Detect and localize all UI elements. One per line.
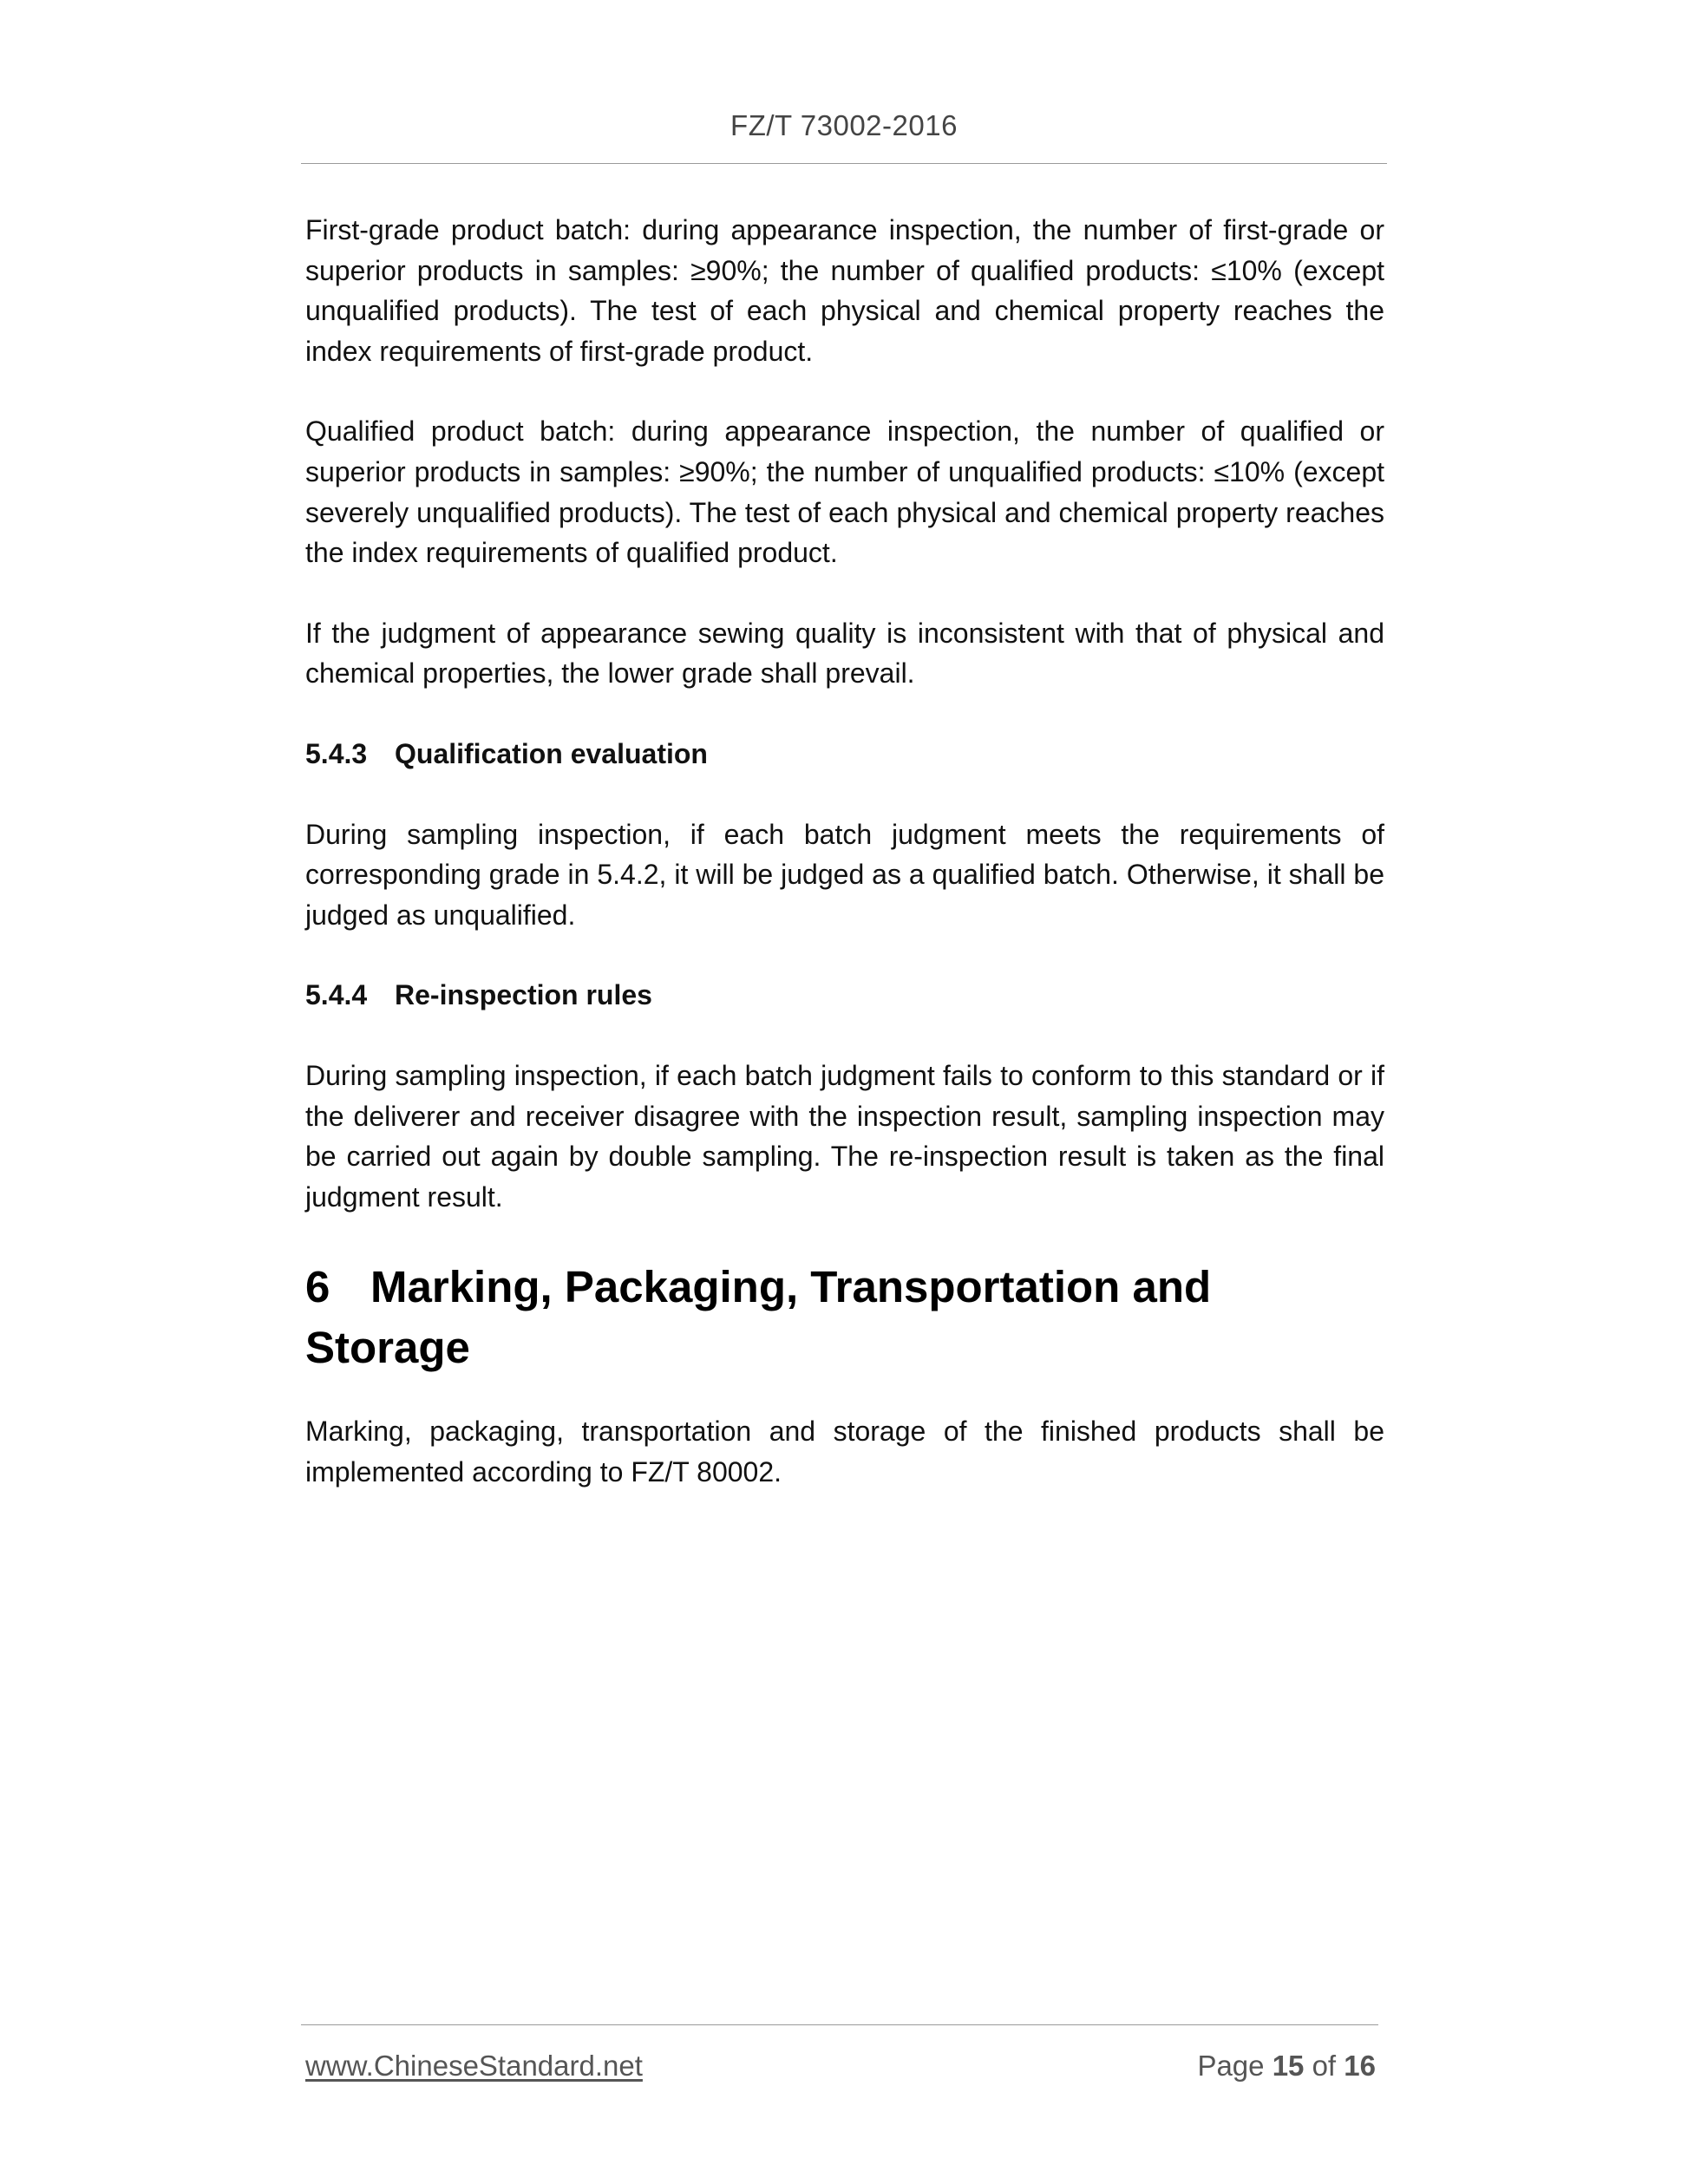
page-content (305, 210, 1384, 1532)
subsection-number: 5.4.4 (305, 979, 368, 1011)
section-number: 6 (305, 1262, 330, 1312)
website-link[interactable]: www.ChineseStandard.net (305, 2050, 643, 2082)
footer-divider (301, 2024, 1378, 2025)
section-title: Marking, Packaging, Transportation and Storage (305, 1262, 1212, 1373)
paragraph-marking-packaging: Marking, packaging, transportation and storage of the finished products shall be implemented according to FZ/T 80002. (305, 1416, 1384, 1488)
total-page-count: 16 (1344, 2050, 1376, 2082)
of-label: of (1312, 2050, 1337, 2082)
paragraph-first-grade-batch: First-grade product batch: during appearance inspection, the number of first-grade or superior products in samples: ≥90%; the number of qualified products: ≤10% (except unqualified products). The test of each physical and chemical property reaches the index requirements of first-grade product. (305, 214, 1384, 367)
header-divider (301, 163, 1387, 164)
paragraph-lower-grade-prevails: If the judgment of appearance sewing quality is inconsistent with that of physical and chemical properties, the lower grade shall prevail. (305, 617, 1384, 690)
subsection-title: Re-inspection rules (395, 979, 652, 1011)
subsection-title: Qualification evaluation (395, 737, 708, 769)
paragraph-qualified-batch: Qualified product batch: during appearance inspection, the number of qualified or superior products in samples: ≥90%; the number of unqualified products: ≤10% (except severely unqualified products). The test of each physical and chemical property reaches the index requirements of qualified product. (305, 415, 1384, 569)
subsection-heading-qualification-evaluation (305, 734, 1384, 775)
document-code-header: FZ/T 73002-2016 (730, 109, 958, 141)
subsection-heading-reinspection-rules (305, 975, 1384, 1016)
paragraph-qualification-evaluation: During sampling inspection, if each batch judgment meets the requirements of corresponding grade in 5.4.2, it will be judged as a qualified batch. Otherwise, it shall be judged as unqualified. (305, 818, 1384, 931)
subsection-number: 5.4.3 (305, 737, 368, 769)
page-number (1197, 2050, 1376, 2083)
page-label: Page (1197, 2050, 1265, 2082)
section-heading-marking-packaging (305, 1257, 1384, 1378)
current-page-number: 15 (1272, 2050, 1305, 2082)
paragraph-reinspection-rules: During sampling inspection, if each batch judgment fails to conform to this standard or if the deliverer and receiver disagree with the inspection result, sampling inspection may be carried out again by double sampling. The re-inspection result is taken as the final judgment result. (305, 1059, 1384, 1213)
